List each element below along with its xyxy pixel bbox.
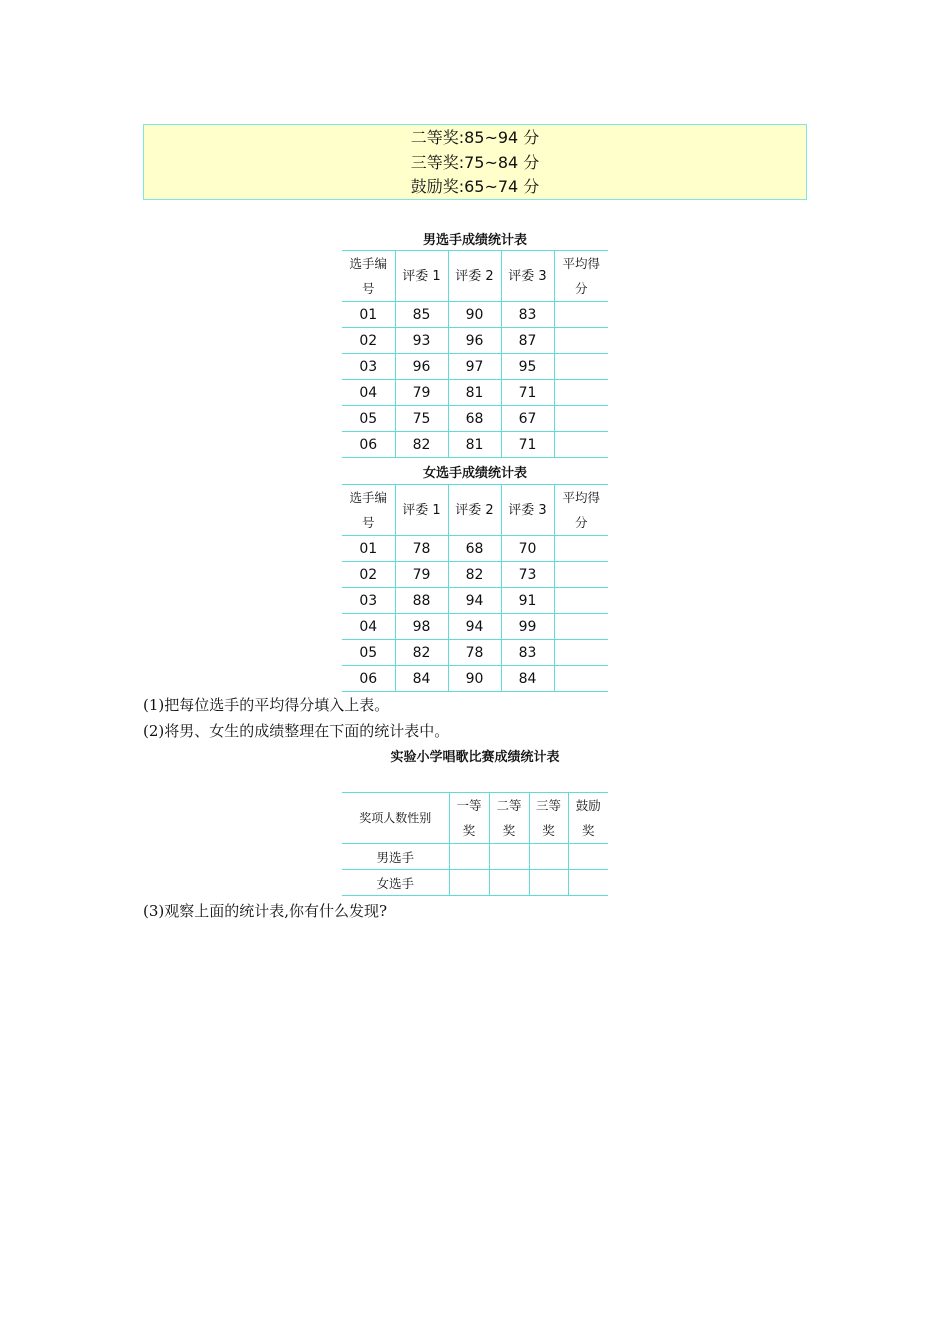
question-2: (2)将男、女生的成绩整理在下面的统计表中。: [143, 722, 450, 740]
header-third-prize: 三等 奖: [529, 793, 568, 844]
cell-judge-1: 82: [395, 432, 448, 458]
award-line-second: 二等奖:85~94 分: [410, 128, 540, 147]
cell-average-blank[interactable]: [554, 432, 608, 458]
cell-blank[interactable]: [568, 844, 608, 870]
cell-judge-3: 91: [501, 588, 554, 614]
table-row: [342, 380, 608, 406]
table-row: [342, 406, 608, 432]
award-line-third: 三等奖:75~84 分: [410, 152, 540, 172]
cell-judge-3: 99: [501, 614, 554, 640]
cell-judge-2: 90: [448, 302, 501, 328]
award-ranges-box: [143, 124, 807, 200]
header-judge-2: 评委 2: [448, 485, 501, 536]
cell-id: 02: [342, 562, 395, 588]
header-judge-1: 评委 1: [395, 251, 448, 302]
cell-judge-3: 84: [501, 666, 554, 692]
table-row: [342, 354, 608, 380]
cell-judge-3: 83: [501, 640, 554, 666]
cell-judge-2: 81: [448, 380, 501, 406]
cell-id: 06: [342, 432, 395, 458]
cell-judge-3: 70: [501, 536, 554, 562]
cell-id: 01: [342, 302, 395, 328]
table-row: [342, 562, 608, 588]
cell-judge-2: 81: [448, 432, 501, 458]
header-second-prize: 二等 奖: [489, 793, 529, 844]
cell-average-blank[interactable]: [554, 640, 608, 666]
cell-average-blank[interactable]: [554, 614, 608, 640]
cell-average-blank[interactable]: [554, 666, 608, 692]
cell-judge-2: 68: [448, 406, 501, 432]
cell-blank[interactable]: [529, 844, 568, 870]
summary-header-row: [342, 793, 608, 844]
cell-average-blank[interactable]: [554, 302, 608, 328]
cell-id: 04: [342, 380, 395, 406]
row-label-female: 女选手: [342, 870, 449, 896]
award-line-encourage: 鼓励奖:65~74 分: [410, 177, 540, 196]
cell-average-blank[interactable]: [554, 536, 608, 562]
question-3: (3)观察上面的统计表,你有什么发现?: [143, 902, 388, 920]
header-judge-3: 评委 3: [501, 251, 554, 302]
female-score-table: [342, 484, 608, 692]
cell-judge-3: 83: [501, 302, 554, 328]
cell-judge-2: 68: [448, 536, 501, 562]
cell-judge-3: 95: [501, 354, 554, 380]
cell-average-blank[interactable]: [554, 562, 608, 588]
summary-table: [342, 792, 608, 896]
cell-judge-3: 71: [501, 380, 554, 406]
cell-judge-1: 75: [395, 406, 448, 432]
summary-table-title: 实验小学唱歌比赛成绩统计表: [390, 750, 560, 765]
cell-judge-1: 96: [395, 354, 448, 380]
header-average: 平均得 分: [554, 251, 608, 302]
cell-blank[interactable]: [529, 870, 568, 896]
cell-average-blank[interactable]: [554, 380, 608, 406]
table-row: [342, 844, 608, 870]
header-judge-1: 评委 1: [395, 485, 448, 536]
cell-judge-1: 93: [395, 328, 448, 354]
cell-blank[interactable]: [489, 870, 529, 896]
cell-judge-1: 79: [395, 380, 448, 406]
table-row: [342, 328, 608, 354]
corner-header: 奖项人数性别: [342, 793, 449, 844]
cell-average-blank[interactable]: [554, 588, 608, 614]
cell-id: 03: [342, 354, 395, 380]
male-score-table: [342, 250, 608, 458]
cell-judge-2: 94: [448, 588, 501, 614]
cell-average-blank[interactable]: [554, 328, 608, 354]
question-1: (1)把每位选手的平均得分填入上表。: [143, 696, 390, 714]
cell-judge-1: 84: [395, 666, 448, 692]
table-row: [342, 432, 608, 458]
cell-average-blank[interactable]: [554, 354, 608, 380]
table-row: [342, 536, 608, 562]
cell-id: 05: [342, 640, 395, 666]
header-average: 平均得 分: [554, 485, 608, 536]
table-row: [342, 640, 608, 666]
cell-judge-3: 87: [501, 328, 554, 354]
table-row: [342, 870, 608, 896]
cell-judge-1: 78: [395, 536, 448, 562]
header-contestant-no: 选手编 号: [342, 485, 395, 536]
cell-id: 03: [342, 588, 395, 614]
table-row: [342, 666, 608, 692]
header-first-prize: 一等 奖: [449, 793, 489, 844]
table-row: [342, 588, 608, 614]
header-encourage-prize: 鼓励 奖: [568, 793, 608, 844]
cell-id: 04: [342, 614, 395, 640]
cell-judge-1: 85: [395, 302, 448, 328]
header-contestant-no: 选手编 号: [342, 251, 395, 302]
cell-judge-2: 97: [448, 354, 501, 380]
cell-judge-2: 96: [448, 328, 501, 354]
header-judge-3: 评委 3: [501, 485, 554, 536]
cell-id: 05: [342, 406, 395, 432]
cell-judge-3: 67: [501, 406, 554, 432]
cell-id: 01: [342, 536, 395, 562]
cell-judge-1: 82: [395, 640, 448, 666]
header-judge-2: 评委 2: [448, 251, 501, 302]
cell-id: 06: [342, 666, 395, 692]
cell-judge-2: 78: [448, 640, 501, 666]
cell-judge-3: 73: [501, 562, 554, 588]
cell-blank[interactable]: [449, 844, 489, 870]
cell-judge-1: 88: [395, 588, 448, 614]
cell-blank[interactable]: [489, 844, 529, 870]
table-row: [342, 302, 608, 328]
male-table-header-row: [342, 251, 608, 302]
cell-judge-3: 71: [501, 432, 554, 458]
cell-judge-1: 79: [395, 562, 448, 588]
row-label-male: 男选手: [342, 844, 449, 870]
female-table-title: 女选手成绩统计表: [422, 466, 527, 481]
cell-judge-1: 98: [395, 614, 448, 640]
female-table-header-row: [342, 485, 608, 536]
cell-judge-2: 82: [448, 562, 501, 588]
cell-blank[interactable]: [449, 870, 489, 896]
cell-average-blank[interactable]: [554, 406, 608, 432]
cell-judge-2: 94: [448, 614, 501, 640]
male-table-title: 男选手成绩统计表: [422, 233, 527, 248]
cell-id: 02: [342, 328, 395, 354]
cell-blank[interactable]: [568, 870, 608, 896]
table-row: [342, 614, 608, 640]
cell-judge-2: 90: [448, 666, 501, 692]
